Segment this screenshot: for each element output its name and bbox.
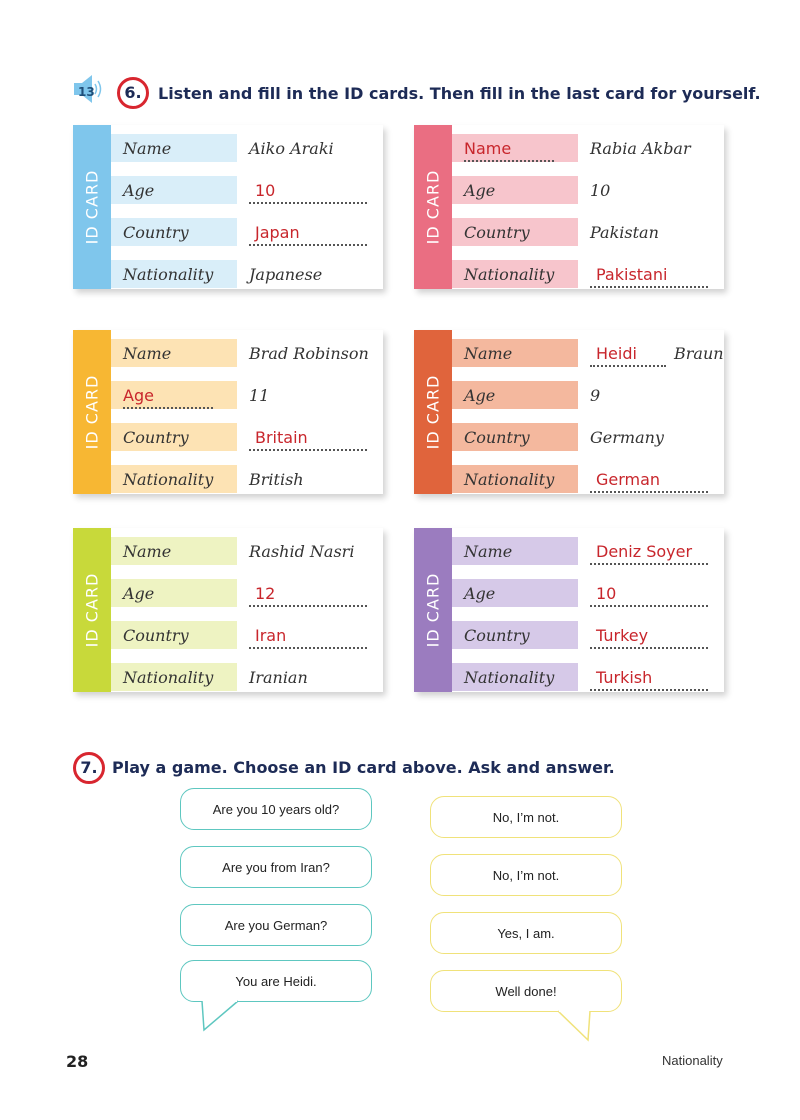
id-card-row (452, 579, 724, 607)
id-card-row (111, 537, 383, 565)
audio-track-number: 13 (78, 85, 95, 99)
field-value[interactable] (249, 621, 367, 649)
field-value-text: Japan (249, 222, 367, 246)
id-card-row (452, 134, 724, 162)
field-value-text: Britain (249, 427, 367, 451)
field-value-text: 12 (249, 583, 367, 607)
id-card-row (452, 423, 724, 451)
field-value-text: Germany (590, 428, 664, 447)
field-value (249, 339, 369, 367)
id-card-row (452, 465, 724, 493)
field-value (590, 381, 600, 409)
field-value-text: Iranian (249, 668, 308, 687)
id-card-spine-label: ID CARD (82, 169, 102, 245)
field-label (111, 423, 237, 451)
field-value[interactable] (590, 339, 724, 367)
field-label-text: Age (464, 181, 496, 200)
field-label-text: Name (464, 542, 513, 561)
field-label (111, 339, 237, 367)
field-value (249, 260, 322, 288)
id-card-spine-label: ID CARD (423, 374, 443, 450)
exercise-6-number: 6. (117, 77, 149, 109)
question-bubble-tail (200, 1000, 240, 1034)
field-value-text: British (249, 470, 304, 489)
id-card-spine (414, 125, 452, 289)
field-value (249, 134, 334, 162)
field-value[interactable] (590, 579, 708, 607)
id-card-spine (73, 125, 111, 289)
id-card-row (452, 663, 724, 691)
id-card-spine-label: ID CARD (82, 374, 102, 450)
field-value (249, 663, 308, 691)
field-label (452, 537, 578, 565)
id-card-row (111, 134, 383, 162)
exercise-6-instruction: Listen and fill in the ID cards. Then fill in the last card for yourself. (158, 84, 761, 103)
field-label[interactable] (452, 134, 578, 162)
field-value-text: Japanese (249, 265, 323, 284)
field-value[interactable] (590, 663, 708, 691)
exercise-7-number: 7. (73, 752, 105, 784)
field-label (452, 381, 578, 409)
question-text: Are you 10 years old? (212, 802, 340, 817)
field-label-text: Country (464, 223, 530, 242)
field-value-text: Rabia Akbar (590, 139, 691, 158)
field-label-text: Country (464, 428, 530, 447)
field-value-text: Rashid Nasri (249, 542, 355, 561)
answer-bubble-tail (556, 1010, 596, 1044)
id-card-row (111, 381, 383, 409)
field-label (452, 621, 578, 649)
field-value-text: Aiko Araki (249, 139, 334, 158)
field-label (111, 465, 237, 493)
field-label-text: Nationality (123, 668, 214, 687)
field-label-text: Nationality (464, 265, 555, 284)
question-bubble (180, 846, 372, 888)
id-card-row (452, 176, 724, 204)
id-card-spine (73, 528, 111, 692)
answer-bubble (430, 970, 622, 1012)
answer-bubble (430, 796, 622, 838)
field-label-text: Age (464, 386, 496, 405)
field-value (590, 176, 610, 204)
question-bubble (180, 904, 372, 946)
answer-bubble (430, 912, 622, 954)
page-number: 28 (66, 1052, 89, 1071)
field-label (111, 134, 237, 162)
id-card-row (111, 663, 383, 691)
id-card-row (111, 621, 383, 649)
field-label-text: Nationality (464, 668, 555, 687)
id-card-1 (73, 125, 383, 289)
id-card-row (452, 339, 724, 367)
exercise-7-instruction: Play a game. Choose an ID card above. Ask and answer. (112, 758, 615, 777)
page-topic: Nationality (662, 1053, 723, 1068)
field-value (249, 381, 269, 409)
id-card-row (111, 218, 383, 246)
field-label (111, 260, 237, 288)
field-label-text: Age (123, 181, 155, 200)
id-card-row (111, 339, 383, 367)
field-label (452, 579, 578, 607)
question-text: You are Heidi. (235, 974, 317, 989)
field-value (590, 134, 691, 162)
field-label-text: Country (123, 223, 189, 242)
id-card-3 (73, 330, 383, 494)
field-value-text: German (590, 469, 708, 493)
field-label (111, 176, 237, 204)
id-card-row (111, 423, 383, 451)
field-value[interactable] (249, 579, 367, 607)
id-card-spine (414, 528, 452, 692)
id-card-spine (414, 330, 452, 494)
question-bubble (180, 960, 372, 1002)
id-card-4 (414, 330, 724, 494)
id-card-row (111, 465, 383, 493)
field-value-text: Iran (249, 625, 367, 649)
question-text: Are you German? (224, 918, 328, 933)
field-label (111, 218, 237, 246)
field-label-text: Nationality (123, 265, 214, 284)
field-label-text: Age (464, 584, 496, 603)
field-value-text: Turkish (590, 667, 708, 691)
field-value-text: 10 (249, 180, 367, 204)
field-label-text: Name (123, 542, 172, 561)
field-label-text: Country (123, 626, 189, 645)
field-label-text: Name (123, 139, 172, 158)
field-label (111, 537, 237, 565)
field-label-text: Age (123, 385, 213, 409)
field-value (249, 465, 304, 493)
id-card-row (111, 176, 383, 204)
field-value-text: 9 (590, 386, 601, 405)
field-value[interactable] (590, 260, 708, 288)
field-label (452, 176, 578, 204)
field-label-text: Name (464, 344, 513, 363)
id-card-row (452, 621, 724, 649)
field-value[interactable] (590, 537, 708, 565)
field-label (452, 218, 578, 246)
field-value[interactable] (249, 218, 367, 246)
id-card-row (452, 218, 724, 246)
id-card-row (452, 537, 724, 565)
field-value-suffix: Braun (674, 344, 724, 363)
field-label (452, 339, 578, 367)
id-card-spine (73, 330, 111, 494)
field-label[interactable] (111, 381, 237, 409)
id-card-row (111, 579, 383, 607)
field-value (590, 218, 659, 246)
field-value[interactable] (590, 621, 708, 649)
field-value-text: 11 (249, 386, 270, 405)
id-card-row (452, 381, 724, 409)
id-card-spine-label: ID CARD (423, 572, 443, 648)
field-value[interactable] (249, 176, 367, 204)
field-label-text: Nationality (464, 470, 555, 489)
field-value-text: Deniz Soyer (590, 541, 708, 565)
id-card-spine-label: ID CARD (423, 169, 443, 245)
field-label (452, 663, 578, 691)
id-card-2 (414, 125, 724, 289)
field-label (452, 423, 578, 451)
field-label-text: Nationality (123, 470, 214, 489)
field-label-text: Country (464, 626, 530, 645)
question-text: Are you from Iran? (222, 860, 330, 875)
answer-text: No, I’m not. (492, 810, 560, 825)
answer-text: Yes, I am. (497, 926, 555, 941)
field-label-text: Name (464, 138, 554, 162)
field-label (111, 621, 237, 649)
field-label-text: Name (123, 344, 172, 363)
id-card-row (452, 260, 724, 288)
field-label (452, 260, 578, 288)
field-value-text: 10 (590, 181, 611, 200)
id-card-5 (73, 528, 383, 692)
answer-bubble (430, 854, 622, 896)
field-value-text: 10 (590, 583, 708, 607)
field-label (111, 663, 237, 691)
id-card-row (111, 260, 383, 288)
field-value-text: Pakistani (590, 264, 708, 288)
field-label-text: Country (123, 428, 189, 447)
question-bubble (180, 788, 372, 830)
field-value[interactable] (249, 423, 367, 451)
answer-text: No, I’m not. (492, 868, 560, 883)
field-value[interactable] (590, 465, 708, 493)
field-label (111, 579, 237, 607)
field-label (452, 465, 578, 493)
field-value-text: Brad Robinson (249, 344, 369, 363)
field-value (590, 423, 664, 451)
field-value-text: Heidi (590, 343, 666, 367)
field-value-text: Turkey (590, 625, 708, 649)
field-value-text: Pakistan (590, 223, 659, 242)
id-card-spine-label: ID CARD (82, 572, 102, 648)
field-value (249, 537, 354, 565)
id-card-6 (414, 528, 724, 692)
answer-text: Well done! (495, 984, 557, 999)
field-label-text: Age (123, 584, 155, 603)
